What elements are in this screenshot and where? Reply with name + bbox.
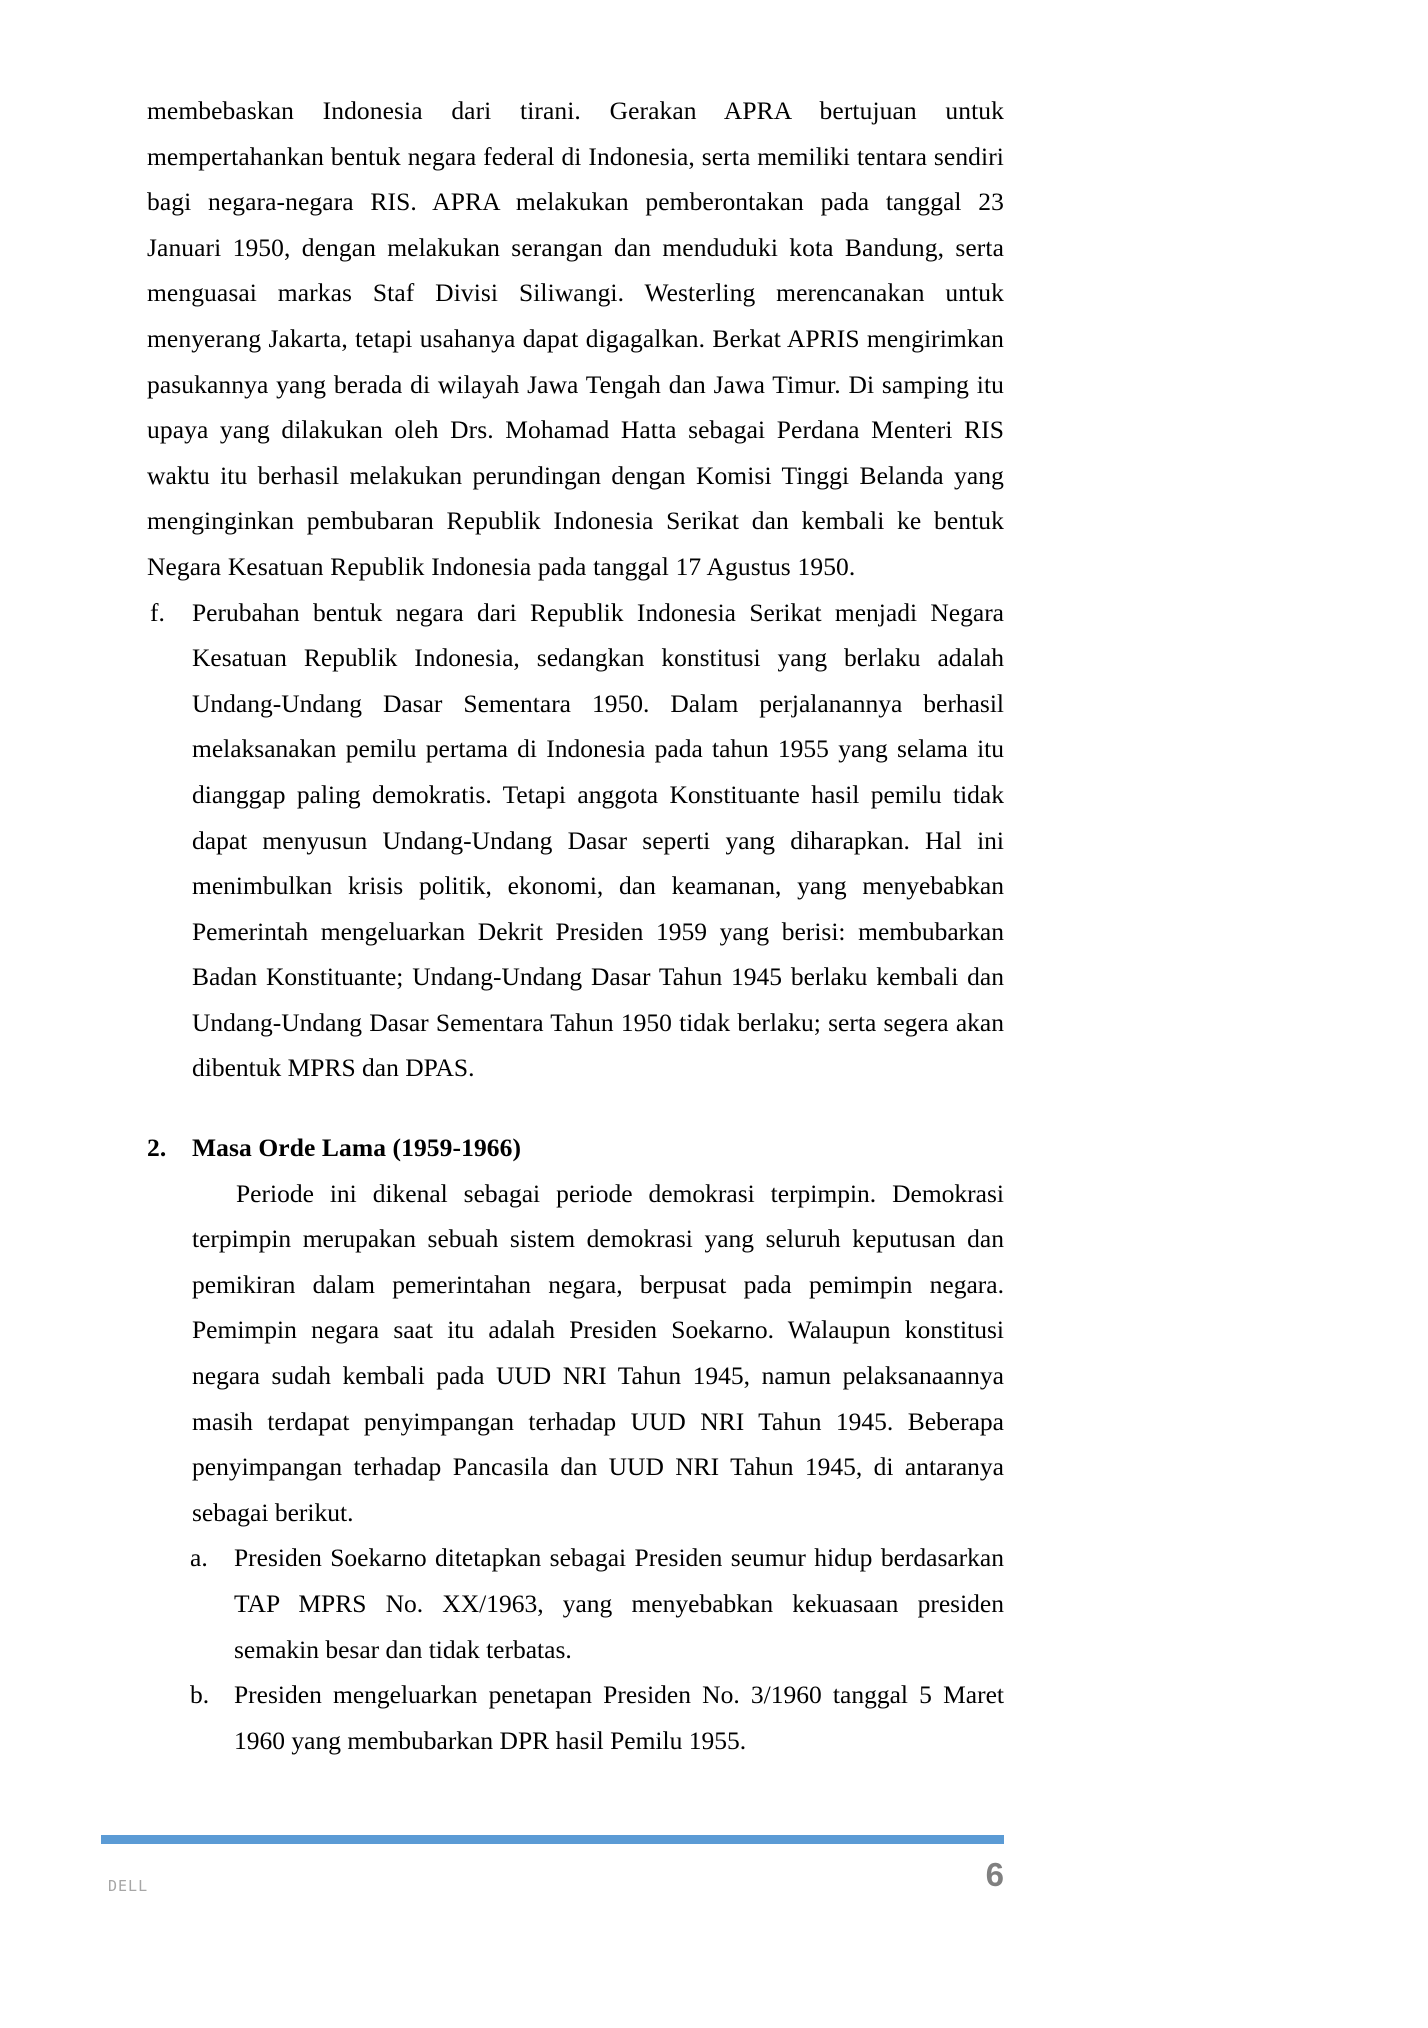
paragraph-continued: membebaskan Indonesia dari tirani. Gerakan APRA bertujuan untuk mempertahankan bentuk negara federal di Indonesia, serta memiliki tentara sendiri bagi negara-negara RIS. APRA melakukan pemberontakan pada tanggal 23 Januari 1950, dengan melakukan serangan dan menduduki kota Bandung, serta menguasai markas Staf Divisi Siliwangi. Westerling merencanakan untuk menyerang Jakarta, tetapi usahanya dapat digagalkan. Berkat APRIS mengirimkan pasukannya yang berada di wilayah Jawa Tengah dan Jawa Timur. Di samping itu upaya yang dilakukan oleh Drs. Mohamad Hatta sebagai Perdana Menteri RIS waktu itu berhasil melakukan perundingan dengan Komisi Tinggi Belanda yang menginginkan pembubaran Republik Indonesia Serikat dan kembali ke bentuk Negara Kesatuan Republik Indonesia pada tanggal 17 Agustus 1950.	[147, 96, 1004, 581]
list-item-b	[147, 1672, 1004, 1763]
section-heading-2	[147, 1125, 1004, 1171]
footer-label: DELL	[108, 1877, 149, 1895]
list-item-a-text: Presiden Soekarno ditetapkan sebagai Presiden seumur hidup berdasarkan TAP MPRS No. XX/1963, yang menyebabkan kekuasaan presiden semakin besar dan tidak terbatas.	[234, 1543, 1004, 1664]
section-title-2: Masa Orde Lama (1959-1966)	[192, 1133, 522, 1163]
page-number: 6	[985, 1856, 1004, 1893]
list-item-f	[147, 590, 1004, 1092]
list-item-b-text: Presiden mengeluarkan penetapan Presiden No. 3/1960 tanggal 5 Maret 1960 yang membubarkan DPR hasil Pemilu 1955.	[234, 1680, 1004, 1755]
page-content	[147, 88, 1004, 1763]
list-marker-f: f.	[150, 597, 165, 627]
section-marker-2: 2.	[147, 1133, 167, 1163]
section-2-paragraph: Periode ini dikenal sebagai periode demokrasi terpimpin. Demokrasi terpimpin merupakan sebuah sistem demokrasi yang seluruh keputusan dan pemikiran dalam pemerintahan negara, berpusat pada pemimpin negara. Pemimpin negara saat itu adalah Presiden Soekarno. Walaupun konstitusi negara sudah kembali pada UUD NRI Tahun 1945, namun pelaksanaannya masih terdapat penyimpangan terhadap UUD NRI Tahun 1945. Beberapa penyimpangan terhadap Pancasila dan UUD NRI Tahun 1945, di antaranya sebagai berikut.	[192, 1178, 1004, 1527]
list-marker-a: a.	[190, 1543, 208, 1573]
list-item-a	[147, 1535, 1004, 1672]
footer-divider-rule	[101, 1835, 1004, 1844]
list-item-f-text: Perubahan bentuk negara dari Republik Indonesia Serikat menjadi Negara Kesatuan Republik Indonesia, sedangkan konstitusi yang berlaku adalah Undang-Undang Dasar Sementara 1950. Dalam perjalanannya berhasil melaksanakan pemilu pertama di Indonesia pada tahun 1955 yang selama itu dianggap paling demokratis. Tetapi anggota Konstituante hasil pemilu tidak dapat menyusun Undang-Undang Dasar seperti yang diharapkan. Hal ini menimbulkan krisis politik, ekonomi, dan keamanan, yang menyebabkan Pemerintah mengeluarkan Dekrit Presiden 1959 yang berisi: membubarkan Badan Konstituante; Undang-Undang Dasar Tahun 1945 berlaku kembali dan Undang-Undang Dasar Sementara Tahun 1950 tidak berlaku; serta segera akan dibentuk MPRS dan DPAS.	[192, 597, 1004, 1083]
section-2-paragraph-row	[147, 1171, 1004, 1536]
list-marker-b: b.	[190, 1680, 210, 1710]
